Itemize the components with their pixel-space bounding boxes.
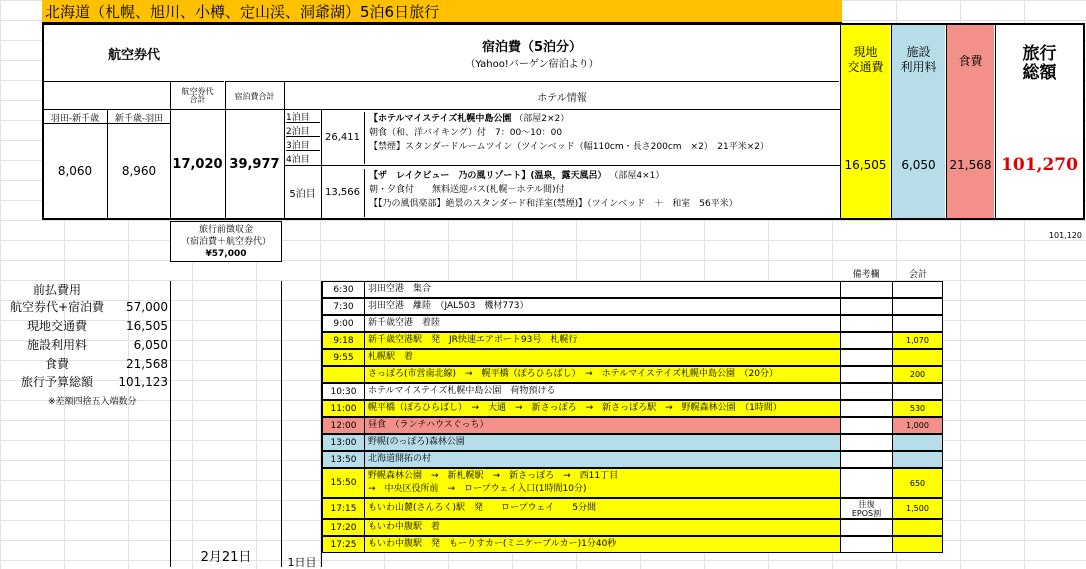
schedule-row bbox=[322, 451, 943, 468]
schedule-day: 1日目 bbox=[287, 556, 317, 569]
fare-2-value: 8,960 bbox=[107, 124, 170, 218]
airfare-total-value: 17,020 bbox=[170, 110, 224, 218]
local-transport-header: 現地 交通費 bbox=[847, 45, 884, 74]
advance-line-1: 旅行前徴収金 bbox=[198, 224, 253, 235]
schedule-row bbox=[322, 536, 943, 553]
schedule-row bbox=[322, 315, 943, 332]
schedule-remark: 往復 EPOS割 bbox=[840, 498, 892, 519]
schedule-text: 野幌森林公園 → 新札幌駅 → 新さっぽろ → 西11丁目 → 中央区役所前 → ロープウェイ入口(1時間10分) bbox=[364, 468, 840, 498]
hotel-1-type: 【禁煙】スタンダードルームツイン（ツインベッド（幅110cm・長さ200cm ×2） 21平米×2） bbox=[369, 142, 770, 152]
schedule-remark bbox=[840, 383, 892, 400]
schedule-text: 野幌(のっぽろ)森林公園 bbox=[364, 434, 840, 451]
date-column bbox=[170, 281, 282, 567]
schedule-time: 6:30 bbox=[322, 281, 364, 298]
schedule-time: 9:55 bbox=[322, 349, 364, 366]
lodging-header-sub: （Yahoo!バーゲン宿泊より） bbox=[465, 59, 599, 70]
schedule-time: 12:00 bbox=[322, 417, 364, 434]
hotel-2-meal: 朝・夕食付 無料送迎バス(札幌－ホテル間)付 bbox=[369, 185, 565, 195]
prepaid-item-value: 21,568 bbox=[126, 356, 168, 371]
prepaid-item-value: 57,000 bbox=[126, 299, 168, 314]
schedule-row bbox=[322, 417, 943, 434]
prepaid-item-value: 16,505 bbox=[126, 318, 168, 333]
schedule-remark bbox=[840, 349, 892, 366]
schedule-text: もいわ山麓(さんろく)駅 発 ロープウェイ 5分間 bbox=[364, 498, 840, 519]
total-value: 101,270 bbox=[1001, 155, 1078, 175]
schedule-amount: 1,000 bbox=[892, 417, 943, 434]
accounting-header: 会計 bbox=[908, 269, 927, 280]
schedule-time: 11:00 bbox=[322, 400, 364, 417]
schedule-amount bbox=[892, 451, 943, 468]
route-2-label: 新千歳-羽田 bbox=[107, 110, 170, 124]
schedule-row bbox=[322, 400, 943, 417]
hotel-2-room: （部屋4×1） bbox=[609, 171, 665, 181]
schedule-remark bbox=[840, 519, 892, 536]
prepaid-item-label: 施設利用料 bbox=[26, 338, 87, 352]
hotel-1-name: 【ホテルマイステイズ札幌中島公園 bbox=[369, 114, 512, 124]
schedule-row bbox=[322, 498, 943, 519]
schedule-remark bbox=[840, 400, 892, 417]
advance-line-2: （宿泊費＋航空券代） bbox=[180, 236, 271, 247]
prepaid-item-value: 6,050 bbox=[133, 337, 168, 352]
prepaid-item-label: 食費 bbox=[44, 357, 69, 371]
schedule-row bbox=[322, 281, 943, 298]
hotel-1-info bbox=[364, 112, 839, 164]
schedule-time: 17:15 bbox=[322, 498, 364, 519]
advance-line-3: ¥57,000 bbox=[205, 248, 247, 259]
lodging-total-header: 宿泊費合計 bbox=[225, 82, 283, 110]
prepaid-item-label: 航空券代+宿泊費 bbox=[9, 300, 105, 314]
schedule-time: 17:20 bbox=[322, 519, 364, 536]
hotel-info-header: ホテル情報 bbox=[284, 82, 839, 110]
airfare-total-header: 航空券代 合計 bbox=[170, 82, 224, 110]
schedule-row bbox=[322, 519, 943, 536]
schedule-remark bbox=[840, 451, 892, 468]
total-header: 旅行 総額 bbox=[1022, 44, 1057, 83]
prepaid-item-value: 101,123 bbox=[118, 374, 168, 389]
schedule-remark bbox=[840, 298, 892, 315]
side-total: 101,120 bbox=[1048, 230, 1082, 240]
schedule-remark bbox=[840, 434, 892, 451]
schedule-time: 7:30 bbox=[322, 298, 364, 315]
schedule-text: 新千歳空港駅 発 JR快速エアポート93号 札幌行 bbox=[364, 332, 840, 349]
page-title-text: 北海道（札幌、旭川、小樽、定山渓、洞爺湖）5泊6日旅行 bbox=[45, 2, 440, 21]
local-transport-value: 16,505 bbox=[844, 158, 887, 172]
schedule-amount: 1,500 bbox=[892, 498, 943, 519]
schedule-row bbox=[322, 434, 943, 451]
advance-box bbox=[170, 221, 282, 262]
schedule-time: 13:00 bbox=[322, 434, 364, 451]
schedule-text: 昼食 （ランチハウスぐっち） bbox=[364, 417, 840, 434]
hotel-1-name-line bbox=[369, 112, 839, 126]
hotel-2-price: 13,566 bbox=[321, 166, 363, 218]
schedule-text: もいわ中腹駅 着 bbox=[364, 519, 840, 536]
schedule-time bbox=[322, 366, 364, 383]
schedule-remark bbox=[840, 536, 892, 553]
schedule-text: 幌平橋（ぽろひらばし） → 大通 → 新さっぽろ → 新さっぽろ駅 → 野幌森林公園 （1時間） bbox=[364, 400, 840, 417]
schedule-text: さっぽろ(市営南北線) → 幌平橋（ぽろひらばし） → ホテルマイステイズ札幌中島公園 （20分） bbox=[364, 366, 840, 383]
schedule-row bbox=[322, 298, 943, 315]
route-1-label: 羽田-新千歳 bbox=[50, 113, 100, 124]
hotel-2-info bbox=[364, 169, 839, 217]
schedule-text: 羽田空港 集合 bbox=[364, 281, 840, 298]
schedule-time: 9:00 bbox=[322, 315, 364, 332]
hotel-2-name: 【ザ レイクビュー 乃の風リゾート】(温泉，露天風呂） bbox=[369, 171, 607, 181]
hotel-1-room: （部屋2×2） bbox=[514, 114, 570, 124]
schedule-amount bbox=[892, 281, 943, 298]
schedule-amount bbox=[892, 536, 943, 553]
lodging-total-value: 39,977 bbox=[225, 110, 283, 218]
night-1: 1泊目 bbox=[286, 110, 320, 123]
schedule-row bbox=[322, 383, 943, 400]
schedule-remark bbox=[840, 315, 892, 332]
page-title bbox=[42, 0, 842, 23]
fare-1-value: 8,060 bbox=[57, 164, 93, 178]
schedule-row bbox=[322, 349, 943, 366]
schedule-text: 新千歳空港 着陸 bbox=[364, 315, 840, 332]
schedule-amount: 1,070 bbox=[892, 332, 943, 349]
schedule-text: もいわ中腹駅 発 もーりすカー(ミニケーブルカー)1分40秒 bbox=[364, 536, 840, 553]
schedule-text: ホテルマイステイズ札幌中島公園 荷物預ける bbox=[364, 383, 840, 400]
airfare-header-label: 航空券代 bbox=[107, 47, 160, 63]
facility-value: 6,050 bbox=[901, 158, 936, 172]
meals-value: 21,568 bbox=[949, 158, 992, 172]
airfare-header bbox=[44, 25, 224, 81]
schedule-date: 2月21日 bbox=[200, 549, 252, 565]
schedule-remark bbox=[840, 468, 892, 498]
schedule-amount bbox=[892, 519, 943, 536]
hotel-1-meal: 朝食（和、洋バイキング）付 7：00～10：00 bbox=[369, 128, 563, 138]
prepaid-heading: 前払費用 bbox=[32, 282, 81, 297]
schedule-time: 15:50 bbox=[322, 468, 364, 498]
schedule-time: 13:50 bbox=[322, 451, 364, 468]
prepaid-item-label: 旅行予算総額 bbox=[20, 375, 93, 389]
prepaid-item-label: 現地交通費 bbox=[26, 319, 87, 333]
lodging-header-label: 宿泊費（5泊分） bbox=[481, 40, 583, 55]
schedule-amount: 650 bbox=[892, 468, 943, 498]
schedule-row bbox=[322, 468, 943, 498]
schedule-time: 10:30 bbox=[322, 383, 364, 400]
night-3: 3泊目 bbox=[286, 138, 320, 151]
meals-header: 食費 bbox=[958, 53, 983, 68]
prepaid-note: ※差額四捨五入端数分 bbox=[48, 396, 137, 407]
night-4: 4泊目 bbox=[286, 155, 310, 165]
schedule-remark bbox=[840, 417, 892, 434]
hotel-2-type: 【【乃の風倶楽部】絶景のスタンダード和洋室(禁煙)】（ツインベッド ＋ 和室 56平米） bbox=[369, 199, 738, 209]
hotel-1-price: 26,411 bbox=[321, 110, 363, 165]
schedule-amount: 530 bbox=[892, 400, 943, 417]
schedule-amount bbox=[892, 349, 943, 366]
lodging-header bbox=[225, 25, 839, 81]
schedule-remark bbox=[840, 332, 892, 349]
schedule-text: 北海道開拓の村 bbox=[364, 451, 840, 468]
schedule-amount bbox=[892, 383, 943, 400]
schedule-row bbox=[322, 332, 943, 349]
night-2: 2泊目 bbox=[286, 124, 320, 137]
schedule-time: 9:18 bbox=[322, 332, 364, 349]
day-column bbox=[282, 281, 322, 567]
schedule-amount bbox=[892, 298, 943, 315]
schedule-remark bbox=[840, 366, 892, 383]
schedule-text: 羽田空港 離陸 （JAL503 機材773） bbox=[364, 298, 840, 315]
facility-header: 施設 利用料 bbox=[900, 45, 937, 74]
night-5: 5泊目 bbox=[289, 188, 316, 200]
schedule-time: 17:25 bbox=[322, 536, 364, 553]
hotel-2-name-line bbox=[369, 169, 839, 183]
schedule-amount bbox=[892, 315, 943, 332]
schedule-text: 札幌駅 着 bbox=[364, 349, 840, 366]
schedule-remark bbox=[840, 281, 892, 298]
schedule-amount bbox=[892, 434, 943, 451]
schedule-amount: 200 bbox=[892, 366, 943, 383]
schedule-row bbox=[322, 366, 943, 383]
remarks-header: 備考欄 bbox=[852, 269, 880, 280]
